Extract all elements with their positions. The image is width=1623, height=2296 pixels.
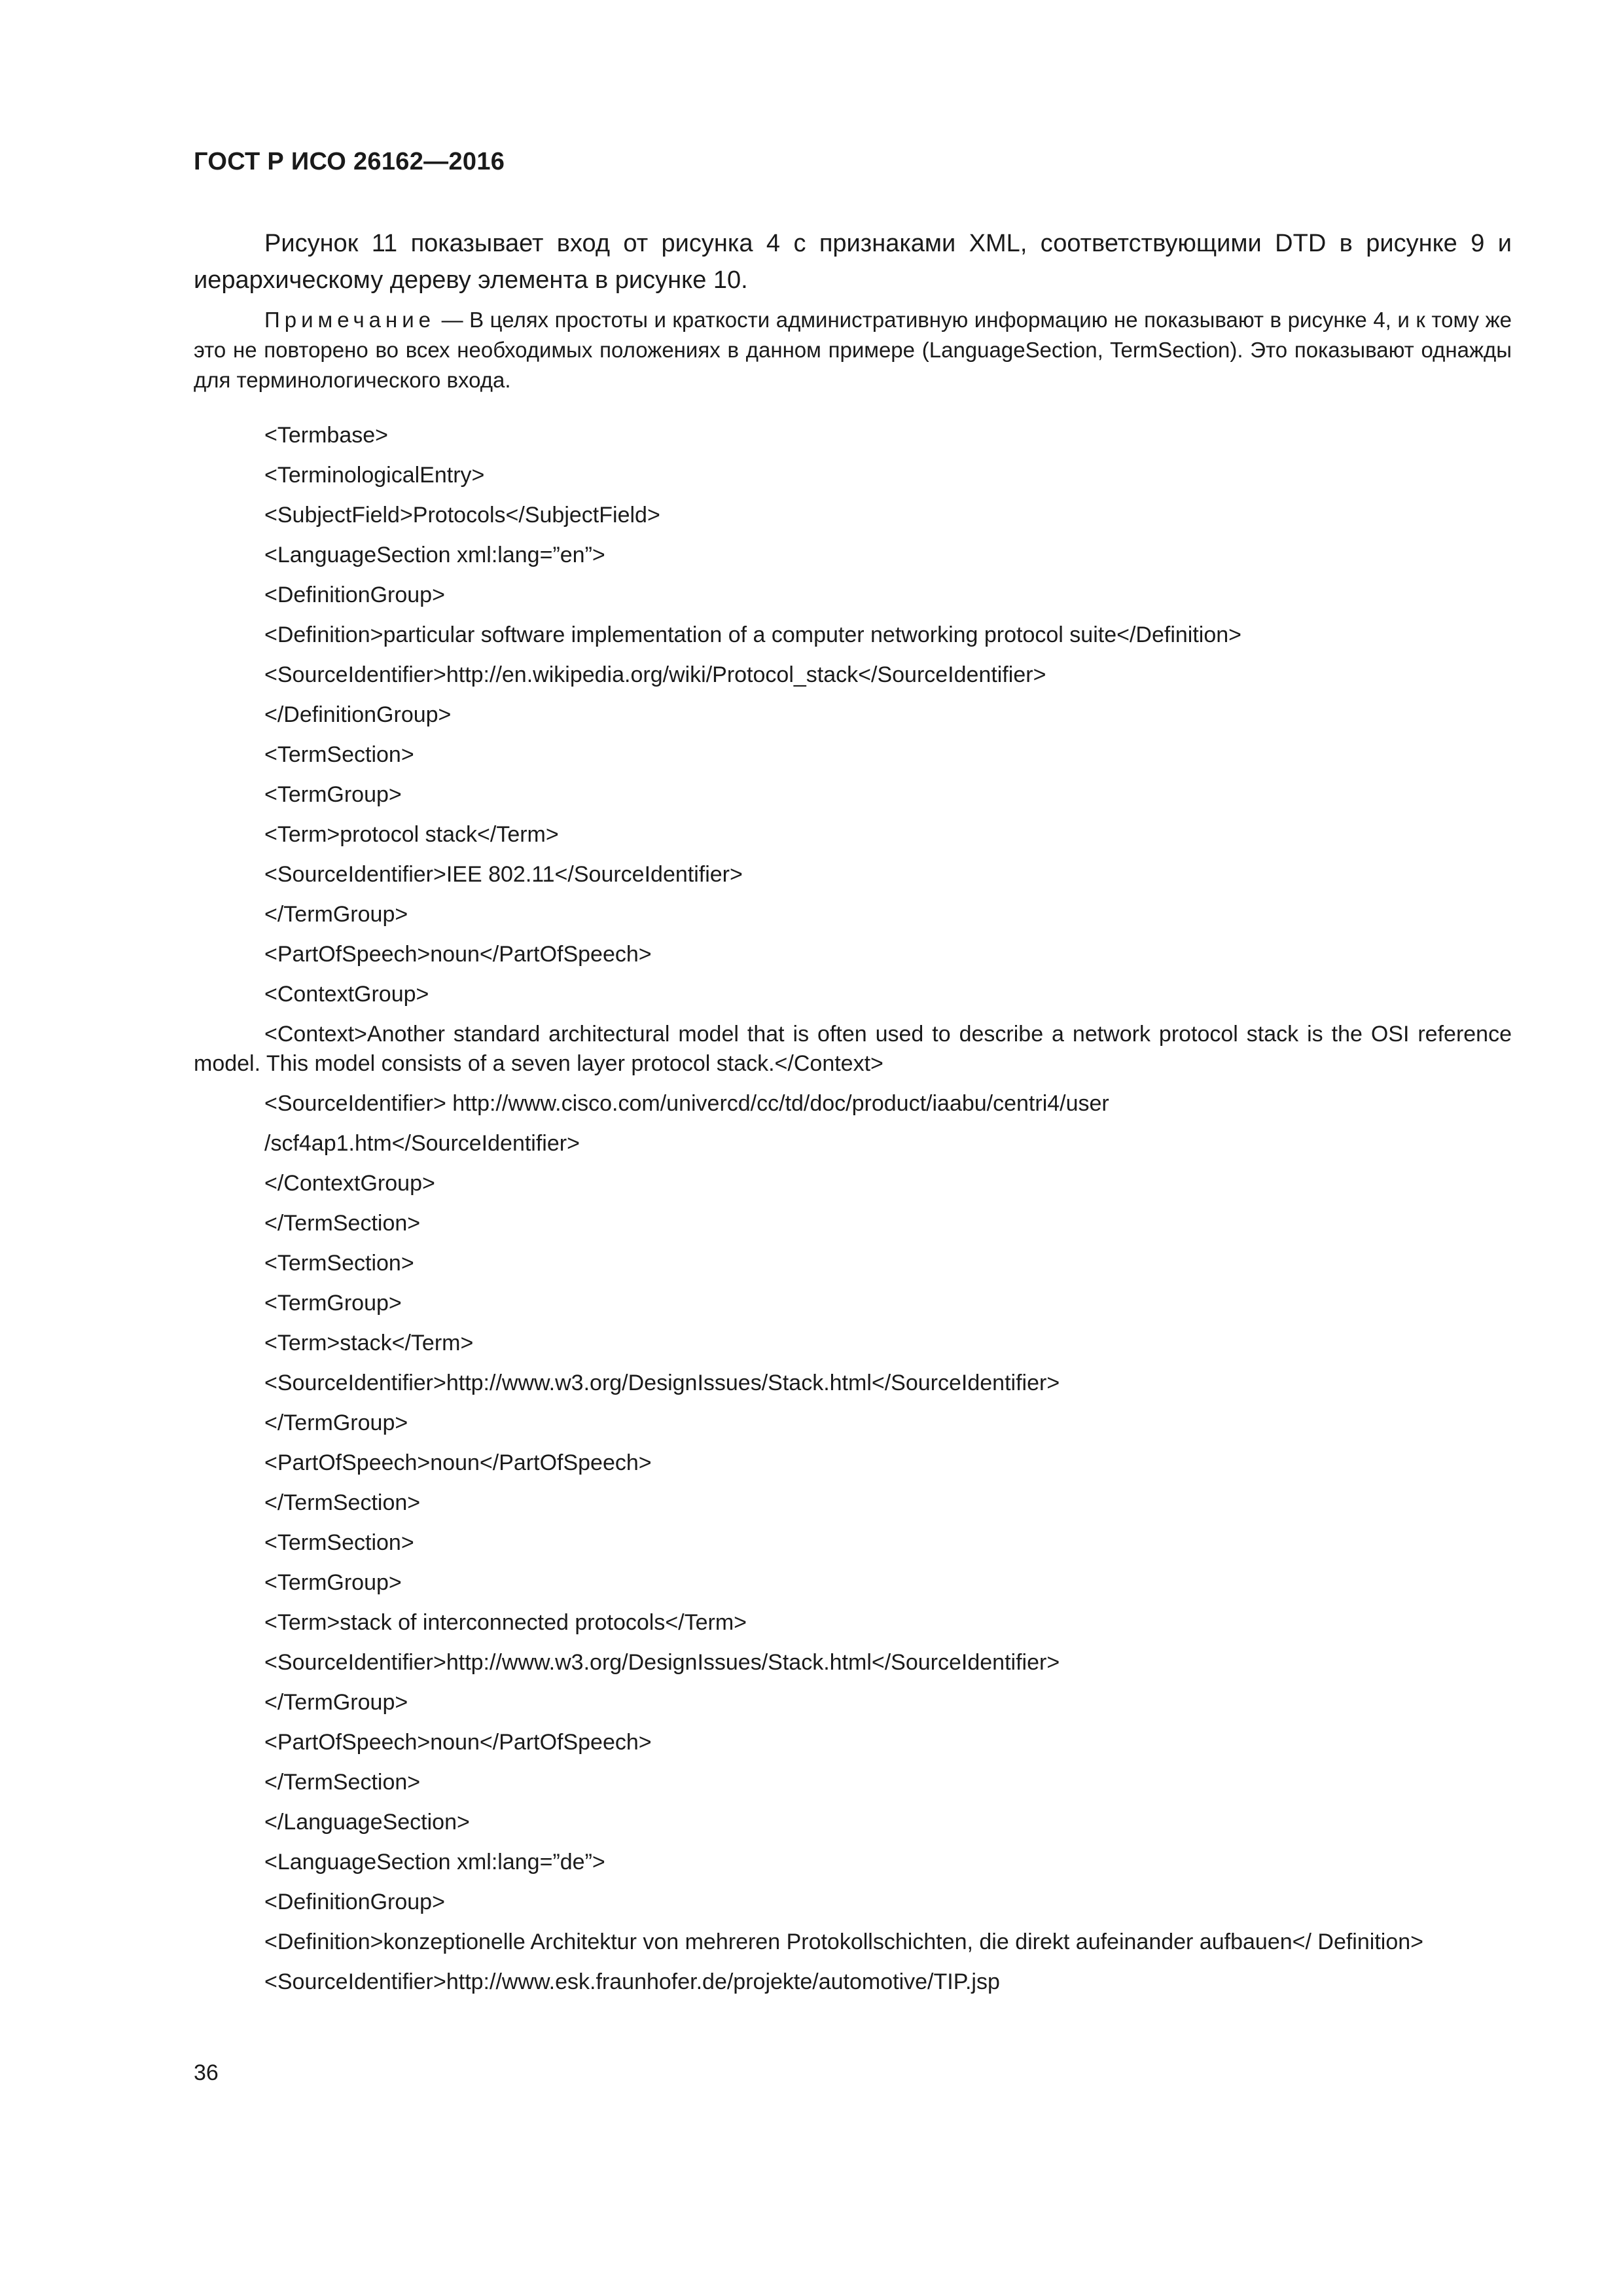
code-line: <LanguageSection xml:lang=”de”>	[264, 1850, 605, 1874]
code-line: <SubjectField>Protocols</SubjectField>	[264, 503, 660, 528]
note-text: — В целях простоты и краткости административную информацию не показывают в рисунке 4, и к тому же это не повторено во всех необходимых положениях в данном примере (LanguageSection, TermSection). Это показывают однажды для терминологического входа.	[194, 308, 1512, 392]
code-line: <SourceIdentifier>IEE 802.11</SourceIdentifier>	[264, 862, 743, 887]
code-line: <LanguageSection xml:lang=”en”>	[264, 543, 605, 567]
code-line: </TermSection>	[264, 1770, 421, 1795]
code-line: <TermSection>	[264, 742, 414, 767]
xml-example	[194, 421, 1512, 2007]
code-line: <TermSection>	[264, 1530, 414, 1555]
code-line: <PartOfSpeech>noun</PartOfSpeech>	[264, 1450, 652, 1475]
page-number: 36	[194, 2060, 219, 2085]
code-line: <TermGroup>	[264, 1291, 402, 1316]
code-line: <Term>stack</Term>	[264, 1331, 474, 1355]
note-label: Примечание	[264, 308, 436, 332]
standard-header: ГОСТ Р ИСО 26162—2016	[194, 148, 505, 175]
code-line: <PartOfSpeech>noun</PartOfSpeech>	[264, 1730, 652, 1755]
code-line: </LanguageSection>	[264, 1810, 470, 1835]
code-line: <ContextGroup>	[264, 982, 429, 1007]
document-page	[194, 0, 1512, 2296]
code-line: </TermSection>	[264, 1211, 421, 1236]
code-line: <SourceIdentifier>http://en.wikipedia.org/wiki/Protocol_stack</SourceIdentifier>	[264, 662, 1046, 687]
code-line: <Termbase>	[264, 423, 388, 448]
note-paragraph	[194, 305, 1512, 395]
code-line: <SourceIdentifier>http://www.esk.fraunhofer.de/projekte/automotive/TIP.jsp	[264, 1969, 1000, 1994]
code-line: </TermGroup>	[264, 902, 408, 927]
code-line: </TermSection>	[264, 1490, 421, 1515]
code-line: </ContextGroup>	[264, 1171, 435, 1196]
code-line: <SourceIdentifier>http://www.w3.org/DesignIssues/Stack.html</SourceIdentifier>	[264, 1650, 1060, 1675]
code-line: <Definition>particular software implementation of a computer networking protocol suite</Definition>	[264, 622, 1242, 647]
code-line: <SourceIdentifier>http://www.w3.org/DesignIssues/Stack.html</SourceIdentifier>	[264, 1371, 1060, 1395]
code-line: </DefinitionGroup>	[264, 702, 452, 727]
code-line: <SourceIdentifier> http://www.cisco.com/univercd/cc/td/doc/product/iaabu/centri4/user	[264, 1091, 1109, 1116]
code-line: <TermSection>	[264, 1251, 414, 1276]
intro-paragraph: Рисунок 11 показывает вход от рисунка 4 с признаками XML, соответствующими DTD в рисунке 9 и иерархическому дереву элемента в рисунке 10.	[194, 230, 1512, 294]
code-line: </TermGroup>	[264, 1410, 408, 1435]
code-line: <TerminologicalEntry>	[264, 463, 485, 488]
code-line: <Term>protocol stack</Term>	[264, 822, 559, 847]
code-line: </TermGroup>	[264, 1690, 408, 1715]
code-line: <Term>stack of interconnected protocols</Term>	[264, 1610, 747, 1635]
code-line: <PartOfSpeech>noun</PartOfSpeech>	[264, 942, 652, 967]
code-line: <Context>Another standard architectural model that is often used to describe a network protocol stack is the OSI reference model. This model consists of a seven layer protocol stack.</Context>	[194, 1022, 1512, 1076]
code-line: <Definition>konzeptionelle Architektur von mehreren Protokollschichten, die direkt aufeinander aufbauen</ Definition>	[264, 1929, 1423, 1954]
code-line: <TermGroup>	[264, 782, 402, 807]
code-line: <DefinitionGroup>	[264, 1890, 445, 1914]
code-line: /scf4ap1.htm</SourceIdentifier>	[264, 1131, 580, 1156]
code-line: <TermGroup>	[264, 1570, 402, 1595]
code-line: <DefinitionGroup>	[264, 583, 445, 607]
